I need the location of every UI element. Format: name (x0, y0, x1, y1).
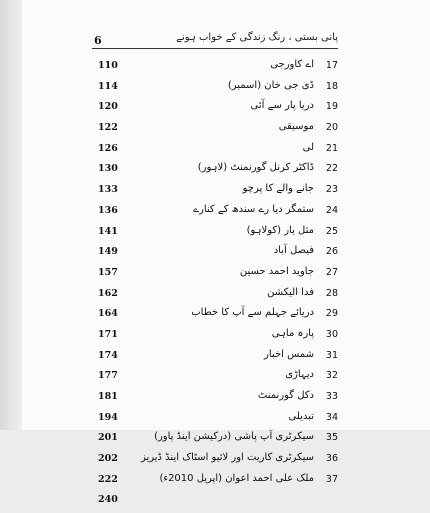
toc-chapter-title: فیصل آباد (273, 245, 314, 257)
toc-page-number: 240 (98, 494, 118, 506)
toc-row (98, 141, 338, 162)
toc-chapter-title: ڈاکٹر کرنل گورنمنٹ (لاہور) (197, 162, 314, 174)
toc-chapter-title: دریا پار سے آئی (250, 100, 314, 112)
toc-chapter-number: 21 (325, 142, 338, 154)
toc-row (98, 79, 338, 100)
toc-page-number: 162 (98, 287, 118, 299)
toc-chapter-number: 20 (325, 122, 338, 134)
toc-page-number: 120 (98, 101, 118, 113)
toc-chapter-number: 26 (325, 246, 338, 258)
toc-row (98, 410, 338, 431)
toc-row (98, 472, 338, 493)
toc-row (98, 224, 338, 245)
toc-page-number: 133 (98, 184, 118, 196)
toc-row (98, 368, 338, 389)
toc-row (98, 430, 338, 451)
toc-page-number: 126 (98, 142, 118, 154)
toc-page-number: 174 (98, 349, 118, 361)
toc-chapter-number: 22 (325, 163, 338, 175)
toc-chapter-title: مثل یار (کولاہو) (246, 224, 314, 236)
toc-row (98, 120, 338, 141)
toc-page-number: 194 (98, 411, 118, 423)
header-rule (92, 48, 338, 49)
toc-chapter-title: جانے والے کا پرچو (242, 183, 314, 195)
toc-page-number: 157 (98, 266, 118, 278)
toc-row (98, 161, 338, 182)
toc-chapter-number: 25 (325, 225, 338, 237)
toc-page-number: 202 (98, 453, 118, 465)
toc-page-number: 141 (98, 225, 118, 237)
toc-row (98, 348, 338, 369)
toc-chapter-number: 18 (325, 80, 338, 92)
toc-row (98, 58, 338, 79)
toc-page-number: 177 (98, 370, 118, 382)
page-number: 6 (94, 34, 102, 47)
toc-page-number: 181 (98, 391, 118, 402)
toc-chapter-number: 31 (325, 349, 338, 361)
toc-row (98, 99, 338, 120)
toc-chapter-title: اے کاورجی (270, 59, 314, 70)
toc-row (98, 286, 338, 307)
scan-edge (0, 0, 22, 430)
toc-row (98, 327, 338, 348)
toc-chapter-number: 34 (325, 411, 338, 423)
toc-page-number: 122 (98, 122, 118, 134)
toc-chapter-number: 19 (325, 101, 338, 113)
toc-row-last-page (98, 492, 338, 513)
toc-page-number: 136 (98, 204, 118, 216)
toc-page-number: 201 (98, 432, 118, 444)
toc-chapter-title: فدا الیکشن (267, 286, 314, 298)
toc-chapter-title: دریائے جہلم سے آپ کا خطاب (191, 307, 314, 319)
toc-chapter-number: 37 (325, 473, 338, 485)
toc-chapter-number: 35 (325, 432, 338, 444)
toc-chapter-number: 23 (325, 184, 338, 196)
toc-chapter-title: ڈی جی خان (اسمبر) (227, 79, 314, 91)
toc-row (98, 182, 338, 203)
toc-page-number: 222 (98, 473, 118, 485)
toc-chapter-title: سیکرٹری آپ پاشی (درکیشن اینڈ پاور) (154, 431, 314, 443)
toc-row (98, 451, 338, 472)
toc-page-number: 164 (98, 308, 118, 320)
table-of-contents (98, 58, 338, 513)
toc-chapter-number: 27 (325, 266, 338, 278)
toc-row (98, 389, 338, 410)
toc-chapter-title: ملک علی احمد اعوان (اپریل 2010ء) (159, 472, 314, 484)
toc-chapter-title: پارہ ماہی (271, 327, 314, 339)
toc-chapter-title: دکل گورنمنٹ (257, 390, 314, 401)
toc-chapter-number: 32 (325, 370, 338, 382)
toc-page-number: 130 (98, 163, 118, 175)
toc-row (98, 306, 338, 327)
toc-chapter-title: تبدیلی (288, 410, 314, 422)
running-head: پانی بستی ، رنگ زندگی کے خواب ہونے (176, 32, 338, 43)
toc-page-number: 114 (98, 80, 118, 92)
toc-chapter-number: 36 (325, 453, 338, 465)
toc-chapter-title: ستمگر دیا رے سندھ کے کنارے (193, 203, 314, 215)
toc-chapter-number: 17 (325, 60, 338, 71)
toc-chapter-number: 28 (325, 287, 338, 299)
toc-row (98, 203, 338, 224)
toc-chapter-title: دیہاڑی (285, 369, 314, 381)
toc-chapter-number: 33 (325, 391, 338, 402)
toc-row (98, 265, 338, 286)
toc-page-number: 110 (98, 60, 118, 71)
toc-page-number: 149 (98, 246, 118, 258)
toc-chapter-title: موسیقی (278, 121, 314, 133)
toc-chapter-title: جاوید احمد حسین (239, 265, 314, 277)
toc-page-number: 171 (98, 328, 118, 340)
toc-chapter-number: 30 (325, 328, 338, 340)
toc-chapter-number: 29 (325, 308, 338, 320)
toc-chapter-number: 24 (325, 204, 338, 216)
toc-chapter-title: لی (302, 141, 314, 153)
toc-row (98, 244, 338, 265)
toc-chapter-title: شمس اخبار (264, 348, 314, 360)
toc-chapter-title: سیکرٹری کاریت اور لائیو اسٹاک اینڈ ڈیریز (140, 452, 314, 464)
